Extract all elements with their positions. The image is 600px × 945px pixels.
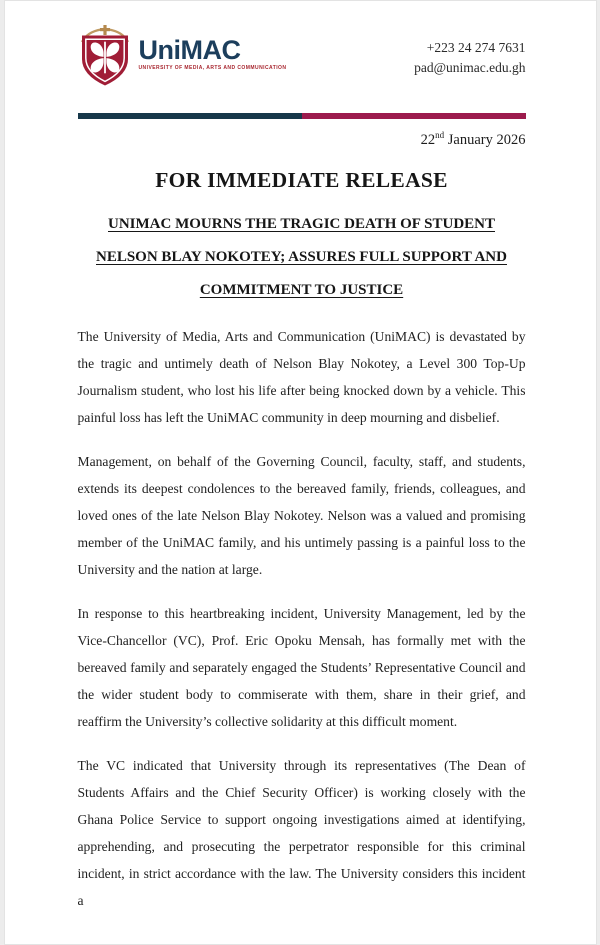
contact-phone: +223 24 274 7631 — [426, 40, 526, 55]
release-date — [78, 132, 526, 149]
unimac-crest-icon — [78, 25, 132, 87]
logo-wordmark: UniMAC — [138, 35, 241, 65]
body-paragraph: In response to this heartbreaking incident, University Management, led by the Vice-Chancellor (VC), Prof. Eric Opoku Mensah, has formally met with the bereaved family and separately engaged the Students’ Representative Council and the wider student body to commiserate with them, share in their grief, and reaffirm the University’s collective solidarity at this difficult moment. — [77, 606, 526, 729]
divider-bar — [78, 113, 526, 119]
letterhead — [78, 1, 526, 87]
unimac-logo — [78, 25, 287, 87]
date-month-year: January 2026 — [447, 132, 526, 148]
divider-maroon-segment — [302, 113, 526, 119]
logo-text-block — [139, 25, 287, 71]
headline: UNIMAC MOURNS THE TRAGIC DEATH OF STUDENT NELSON BLAY NOKOTEY; ASSURES FULL SUPPORT AND COMMITMENT TO JUSTICE — [96, 216, 507, 298]
body-paragraphs — [78, 323, 526, 914]
contact-info — [414, 25, 525, 78]
page-title: FOR IMMEDIATE RELEASE — [155, 168, 448, 192]
contact-email: pad@unimac.edu.gh — [414, 60, 526, 75]
body-paragraph: Management, on behalf of the Governing Council, faculty, staff, and students, extends its deepest condolences to the bereaved family, friends, colleagues, and loved ones of the late Nelson Blay Nokotey. Nelson was a valued and promising member of the UniMAC family, and his untimely passing is a painful loss to the University and the nation at large. — [77, 454, 526, 577]
body-paragraph: The VC indicated that University through its representatives (The Dean of Students Affairs and the Chief Security Officer) is working closely with the Ghana Police Service to support ongoing investigations aimed at identifying, apprehending, and prosecuting the perpetrator responsible for this criminal incident, in strict accordance with the law. The University considers this incident a — [77, 758, 526, 908]
date-day: 22 — [420, 132, 436, 148]
date-ordinal-suffix: nd — [435, 130, 445, 141]
body-paragraph: The University of Media, Arts and Communication (UniMAC) is devastated by the tragic and untimely death of Nelson Blay Nokotey, a Level 300 Top-Up Journalism student, who lost his life after being knocked down by a vehicle. This painful loss has left the UniMAC community in deep mourning and disbelief. — [77, 329, 526, 425]
logo-tagline: UNIVERSITY OF MEDIA, ARTS AND COMMUNICATION — [138, 65, 287, 71]
press-release-page — [4, 0, 597, 945]
divider-navy-segment — [78, 113, 302, 119]
